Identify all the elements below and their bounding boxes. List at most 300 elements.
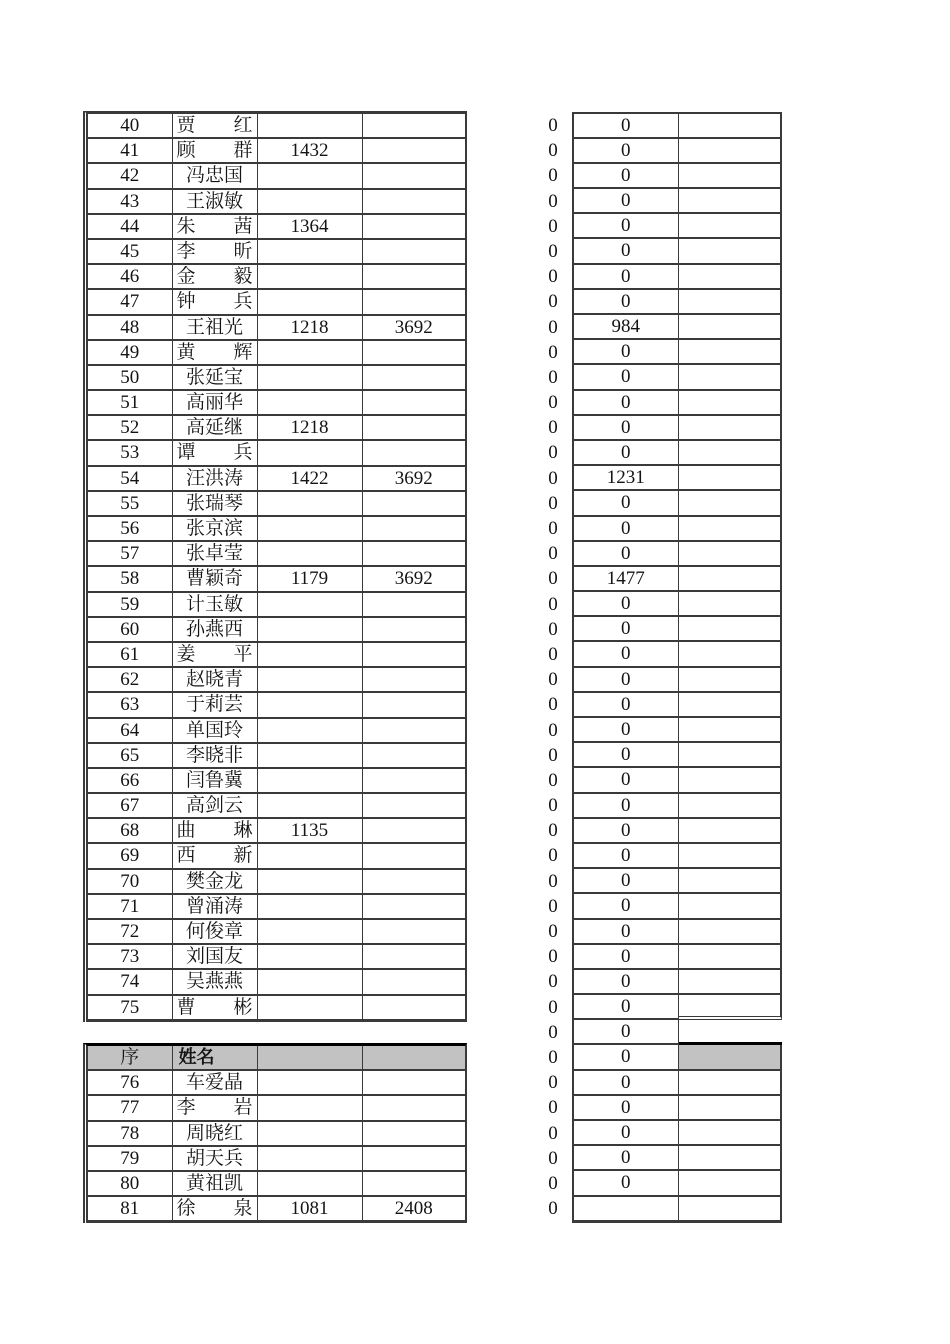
seq-cell[interactable]: 41 xyxy=(88,139,173,164)
value2-cell[interactable] xyxy=(363,1122,466,1147)
right-col1-cell[interactable]: 0 xyxy=(574,214,679,239)
right-col1-cell[interactable]: 0 xyxy=(574,265,679,290)
seq-cell[interactable]: 58 xyxy=(88,567,173,592)
right-col1-cell[interactable]: 984 xyxy=(574,315,679,340)
seq-cell[interactable]: 43 xyxy=(88,190,173,215)
zero-value-cell[interactable]: 0 xyxy=(548,795,558,817)
right-col2-cell[interactable] xyxy=(679,365,783,390)
value1-cell[interactable] xyxy=(258,1096,363,1121)
value1-cell[interactable] xyxy=(258,441,363,466)
right-col1-cell[interactable]: 0 xyxy=(574,819,679,844)
value2-cell[interactable] xyxy=(363,290,466,315)
value2-cell[interactable]: 3692 xyxy=(394,316,433,338)
name-cell[interactable]: 赵晓青 xyxy=(173,668,258,693)
value1-cell[interactable] xyxy=(258,693,363,718)
value1-cell[interactable] xyxy=(258,164,363,189)
zero-value-cell[interactable]: 0 xyxy=(548,543,558,565)
zero-value-cell[interactable]: 0 xyxy=(548,266,558,288)
zero-value-cell[interactable]: 0 xyxy=(548,694,558,716)
right-col2-cell[interactable] xyxy=(679,945,783,970)
name-cell[interactable]: 闫鲁冀 xyxy=(173,769,258,794)
value1-cell[interactable] xyxy=(258,391,363,416)
name-cell[interactable]: 谭 兵 xyxy=(173,441,258,466)
seq-cell[interactable]: 81 xyxy=(88,1197,173,1222)
value2-cell[interactable] xyxy=(363,794,466,819)
seq-cell[interactable]: 69 xyxy=(88,844,173,869)
name-cell[interactable]: 曲 琳 xyxy=(173,819,258,844)
zero-value-cell[interactable]: 0 xyxy=(548,417,558,439)
value2-cell[interactable] xyxy=(363,996,466,1021)
right-col1-cell[interactable]: 0 xyxy=(574,617,679,642)
right-col2-cell[interactable] xyxy=(679,239,783,264)
right-col1-cell[interactable]: 0 xyxy=(574,945,679,970)
right-col1-cell[interactable]: 0 xyxy=(574,668,679,693)
value2-cell[interactable] xyxy=(363,517,466,542)
header-name-cell[interactable]: 姓名 xyxy=(173,1046,258,1071)
zero-value-cell[interactable]: 0 xyxy=(548,618,558,640)
right-col1-cell[interactable]: 0 xyxy=(574,290,679,315)
seq-cell[interactable]: 48 xyxy=(88,316,173,341)
value1-cell[interactable]: 1422 xyxy=(258,467,363,492)
seq-cell[interactable]: 79 xyxy=(88,1147,173,1172)
name-cell[interactable]: 汪洪涛 xyxy=(173,467,258,492)
right-col2-cell[interactable] xyxy=(679,1197,783,1223)
seq-cell[interactable]: 44 xyxy=(88,215,173,240)
name-cell[interactable]: 金 毅 xyxy=(173,265,258,290)
right-col2-cell[interactable] xyxy=(679,642,783,667)
value1-cell[interactable]: 1218 xyxy=(258,416,363,441)
right-col1-cell[interactable]: 1477 xyxy=(574,567,679,592)
right-col1-cell[interactable]: 0 xyxy=(574,1096,679,1121)
zero-value-cell[interactable]: 0 xyxy=(548,921,558,942)
right-col1-cell[interactable]: 0 xyxy=(574,1020,679,1045)
header-value2-cell[interactable] xyxy=(363,1046,466,1071)
value2-cell[interactable] xyxy=(363,1071,466,1096)
name-cell[interactable]: 车爱晶 xyxy=(173,1071,258,1096)
zero-value-cell[interactable]: 0 xyxy=(548,341,558,363)
seq-cell[interactable]: 70 xyxy=(88,870,173,895)
right-col1-cell[interactable]: 0 xyxy=(574,189,679,214)
right-col2-cell[interactable] xyxy=(679,517,783,542)
zero-value-cell[interactable]: 0 xyxy=(548,1172,558,1194)
name-cell[interactable]: 胡天兵 xyxy=(173,1147,258,1172)
seq-cell[interactable]: 56 xyxy=(88,517,173,542)
value1-cell[interactable] xyxy=(258,844,363,869)
name-cell[interactable]: 曹 彬 xyxy=(173,996,258,1021)
right-col2-cell[interactable] xyxy=(679,794,783,819)
name-cell[interactable]: 姜 平 xyxy=(173,643,258,668)
seq-cell[interactable]: 73 xyxy=(88,945,173,970)
value2-cell[interactable] xyxy=(363,668,466,693)
value1-cell[interactable] xyxy=(258,945,363,970)
zero-value-cell[interactable]: 0 xyxy=(548,1097,558,1119)
value1-cell[interactable] xyxy=(258,240,363,265)
right-col2-cell[interactable] xyxy=(679,340,783,365)
right-col1-cell[interactable]: 0 xyxy=(574,517,679,542)
value1-cell[interactable] xyxy=(258,794,363,819)
right-col1-cell[interactable]: 0 xyxy=(574,970,679,995)
zero-value-cell[interactable]: 0 xyxy=(548,870,558,892)
name-cell[interactable]: 李 昕 xyxy=(173,240,258,265)
seq-cell[interactable]: 62 xyxy=(88,668,173,693)
name-cell[interactable]: 曹颖奇 xyxy=(173,567,258,592)
value1-cell[interactable]: 1179 xyxy=(258,567,363,592)
name-cell[interactable]: 王淑敏 xyxy=(173,190,258,215)
right-col1-cell[interactable]: 0 xyxy=(574,592,679,617)
value2-cell[interactable] xyxy=(363,945,466,970)
name-cell[interactable]: 刘国友 xyxy=(173,945,258,970)
value2-cell[interactable] xyxy=(363,190,466,215)
name-cell[interactable]: 孙燕西 xyxy=(173,618,258,643)
seq-cell[interactable]: 52 xyxy=(88,416,173,441)
value1-cell[interactable] xyxy=(258,920,363,945)
right-col1-cell[interactable]: 0 xyxy=(574,894,679,919)
seq-cell[interactable]: 55 xyxy=(88,492,173,517)
seq-cell[interactable]: 64 xyxy=(88,719,173,744)
value1-cell[interactable] xyxy=(258,366,363,391)
value2-cell[interactable] xyxy=(363,970,466,995)
value2-cell[interactable] xyxy=(363,366,466,391)
right-col2-cell[interactable] xyxy=(679,869,783,894)
right-col1-cell[interactable]: 0 xyxy=(574,239,679,264)
right-col2-cell[interactable] xyxy=(679,1171,783,1196)
right-col2-cell[interactable] xyxy=(679,668,783,693)
name-cell[interactable]: 周晓红 xyxy=(173,1122,258,1147)
value2-cell[interactable] xyxy=(363,341,466,366)
seq-cell[interactable]: 61 xyxy=(88,643,173,668)
seq-cell[interactable]: 68 xyxy=(88,819,173,844)
name-cell[interactable]: 张卓莹 xyxy=(173,542,258,567)
right-col1-cell[interactable]: 1231 xyxy=(574,466,679,491)
right-col2-cell[interactable] xyxy=(679,995,783,1020)
right-col1-cell[interactable]: 0 xyxy=(574,768,679,793)
value2-cell[interactable] xyxy=(363,240,466,265)
right-col1-cell[interactable]: 0 xyxy=(574,743,679,768)
value2-cell[interactable] xyxy=(363,492,466,517)
seq-cell[interactable]: 71 xyxy=(88,895,173,920)
right-col1-cell[interactable]: 0 xyxy=(574,920,679,945)
value2-cell[interactable]: 3692 xyxy=(394,467,433,489)
right-col2-cell[interactable] xyxy=(679,894,783,919)
name-cell[interactable]: 单国玲 xyxy=(173,719,258,744)
name-cell[interactable]: 张延宝 xyxy=(173,366,258,391)
zero-value-cell[interactable]: 0 xyxy=(548,165,558,187)
right-col2-cell[interactable] xyxy=(679,592,783,617)
value2-cell[interactable] xyxy=(363,769,466,794)
name-cell[interactable]: 樊金龙 xyxy=(173,870,258,895)
value2-cell[interactable] xyxy=(363,265,466,290)
zero-value-cell[interactable]: 0 xyxy=(548,996,558,1018)
value2-cell[interactable] xyxy=(363,920,466,945)
name-cell[interactable]: 朱 茜 xyxy=(173,215,258,240)
right-col2-cell[interactable] xyxy=(679,1045,783,1070)
right-col2-cell[interactable] xyxy=(679,567,783,592)
right-col2-cell[interactable] xyxy=(679,441,783,466)
right-col1-cell[interactable]: 0 xyxy=(574,718,679,743)
value2-cell[interactable]: 3692 xyxy=(394,568,433,590)
value1-cell[interactable] xyxy=(258,341,363,366)
value1-cell[interactable] xyxy=(258,542,363,567)
value2-cell[interactable] xyxy=(363,391,466,416)
zero-value-cell[interactable]: 0 xyxy=(548,971,558,993)
right-col1-cell[interactable]: 0 xyxy=(574,693,679,718)
seq-cell[interactable]: 50 xyxy=(88,366,173,391)
name-cell[interactable]: 张瑞琴 xyxy=(173,492,258,517)
value1-cell[interactable] xyxy=(258,1122,363,1147)
value2-cell[interactable] xyxy=(363,643,466,668)
value1-cell[interactable]: 1218 xyxy=(258,316,363,341)
right-col2-cell[interactable] xyxy=(679,1020,783,1045)
name-cell[interactable]: 钟 兵 xyxy=(173,290,258,315)
seq-cell[interactable]: 54 xyxy=(88,467,173,492)
right-col1-cell[interactable]: 0 xyxy=(574,164,679,189)
name-cell[interactable]: 徐 泉 xyxy=(173,1197,258,1222)
value2-cell[interactable] xyxy=(363,744,466,769)
seq-cell[interactable]: 72 xyxy=(88,920,173,945)
value1-cell[interactable] xyxy=(258,492,363,517)
right-col1-cell[interactable]: 0 xyxy=(574,365,679,390)
value1-cell[interactable]: 1432 xyxy=(258,139,363,164)
name-cell[interactable]: 曾涌涛 xyxy=(173,895,258,920)
seq-cell[interactable]: 75 xyxy=(88,996,173,1021)
seq-cell[interactable]: 47 xyxy=(88,290,173,315)
right-col1-cell[interactable]: 0 xyxy=(574,1121,679,1146)
value2-cell[interactable] xyxy=(363,693,466,718)
value2-cell[interactable] xyxy=(363,895,466,920)
right-col2-cell[interactable] xyxy=(679,491,783,516)
value2-cell[interactable] xyxy=(363,618,466,643)
right-col1-cell[interactable]: 0 xyxy=(574,139,679,164)
zero-value-cell[interactable]: 0 xyxy=(548,291,558,313)
zero-value-cell[interactable]: 0 xyxy=(548,1198,558,1220)
value1-cell[interactable] xyxy=(258,265,363,290)
seq-cell[interactable]: 80 xyxy=(88,1172,173,1197)
zero-value-cell[interactable]: 0 xyxy=(548,643,558,665)
value2-cell[interactable] xyxy=(363,416,466,441)
value2-cell[interactable] xyxy=(363,1096,466,1121)
right-col1-cell[interactable]: 0 xyxy=(574,844,679,869)
name-cell[interactable]: 王祖光 xyxy=(173,316,258,341)
value2-cell[interactable] xyxy=(363,114,466,139)
right-col2-cell[interactable] xyxy=(679,617,783,642)
seq-cell[interactable]: 60 xyxy=(88,618,173,643)
zero-value-cell[interactable]: 0 xyxy=(548,895,558,917)
value1-cell[interactable] xyxy=(258,290,363,315)
value1-cell[interactable]: 1135 xyxy=(258,819,363,844)
seq-cell[interactable]: 46 xyxy=(88,265,173,290)
seq-cell[interactable]: 66 xyxy=(88,769,173,794)
name-cell[interactable]: 吴燕燕 xyxy=(173,970,258,995)
zero-value-cell[interactable]: 0 xyxy=(548,366,558,388)
right-col1-cell[interactable]: 0 xyxy=(574,995,679,1020)
zero-value-cell[interactable]: 0 xyxy=(548,1072,558,1094)
name-cell[interactable]: 贾 红 xyxy=(173,114,258,139)
right-col1-cell[interactable]: 0 xyxy=(574,391,679,416)
value1-cell[interactable] xyxy=(258,643,363,668)
value1-cell[interactable] xyxy=(258,618,363,643)
right-col1-cell[interactable]: 0 xyxy=(574,441,679,466)
value1-cell[interactable] xyxy=(258,593,363,618)
value2-cell[interactable] xyxy=(363,139,466,164)
name-cell[interactable]: 顾 群 xyxy=(173,139,258,164)
name-cell[interactable]: 黄 辉 xyxy=(173,341,258,366)
zero-value-cell[interactable]: 0 xyxy=(548,669,558,691)
name-cell[interactable]: 计玉敏 xyxy=(173,593,258,618)
right-col1-cell[interactable] xyxy=(574,1197,679,1223)
name-cell[interactable]: 高丽华 xyxy=(173,391,258,416)
seq-cell[interactable]: 40 xyxy=(88,114,173,139)
seq-cell[interactable]: 49 xyxy=(88,341,173,366)
zero-value-cell[interactable]: 0 xyxy=(548,442,558,464)
seq-cell[interactable]: 59 xyxy=(88,593,173,618)
value2-cell[interactable] xyxy=(363,819,466,844)
right-col2-cell[interactable] xyxy=(679,970,783,995)
value2-cell[interactable] xyxy=(363,542,466,567)
value1-cell[interactable] xyxy=(258,1172,363,1197)
name-cell[interactable]: 张京滨 xyxy=(173,517,258,542)
right-col2-cell[interactable] xyxy=(679,265,783,290)
name-cell[interactable]: 于莉芸 xyxy=(173,693,258,718)
name-cell[interactable]: 高剑云 xyxy=(173,794,258,819)
value1-cell[interactable] xyxy=(258,719,363,744)
value2-cell[interactable] xyxy=(363,1172,466,1197)
seq-cell[interactable]: 67 xyxy=(88,794,173,819)
right-col2-cell[interactable] xyxy=(679,114,783,139)
seq-cell[interactable]: 57 xyxy=(88,542,173,567)
value1-cell[interactable] xyxy=(258,114,363,139)
value1-cell[interactable] xyxy=(258,744,363,769)
right-col2-cell[interactable] xyxy=(679,693,783,718)
right-col2-cell[interactable] xyxy=(679,416,783,441)
zero-value-cell[interactable]: 0 xyxy=(548,240,558,262)
right-col2-cell[interactable] xyxy=(679,1146,783,1171)
name-cell[interactable]: 西 新 xyxy=(173,844,258,869)
value2-cell[interactable] xyxy=(363,215,466,240)
right-col2-cell[interactable] xyxy=(679,139,783,164)
value2-cell[interactable] xyxy=(363,593,466,618)
right-col1-cell[interactable]: 0 xyxy=(574,1171,679,1196)
right-col1-cell[interactable]: 0 xyxy=(574,1146,679,1171)
value2-cell[interactable] xyxy=(363,719,466,744)
zero-value-cell[interactable]: 0 xyxy=(548,1046,558,1068)
value1-cell[interactable]: 1364 xyxy=(258,215,363,240)
seq-cell[interactable]: 74 xyxy=(88,970,173,995)
right-col2-cell[interactable] xyxy=(679,844,783,869)
zero-value-cell[interactable]: 0 xyxy=(548,316,558,338)
seq-cell[interactable]: 63 xyxy=(88,693,173,718)
right-col2-cell[interactable] xyxy=(679,743,783,768)
right-col2-cell[interactable] xyxy=(679,214,783,239)
header-value1-cell[interactable] xyxy=(258,1046,363,1071)
right-col2-cell[interactable] xyxy=(679,920,783,945)
name-cell[interactable]: 何俊章 xyxy=(173,920,258,945)
right-col1-cell[interactable]: 0 xyxy=(574,416,679,441)
value1-cell[interactable] xyxy=(258,190,363,215)
right-col2-cell[interactable] xyxy=(679,466,783,491)
right-col2-cell[interactable] xyxy=(679,315,783,340)
value1-cell[interactable] xyxy=(258,517,363,542)
right-col2-cell[interactable] xyxy=(679,1096,783,1121)
right-col2-cell[interactable] xyxy=(679,768,783,793)
zero-value-cell[interactable]: 0 xyxy=(548,518,558,539)
right-col1-cell[interactable]: 0 xyxy=(574,491,679,516)
value1-cell[interactable] xyxy=(258,668,363,693)
value1-cell[interactable] xyxy=(258,870,363,895)
name-cell[interactable]: 高延继 xyxy=(173,416,258,441)
zero-value-cell[interactable]: 0 xyxy=(548,593,558,615)
zero-value-cell[interactable]: 0 xyxy=(548,568,558,590)
seq-cell[interactable]: 77 xyxy=(88,1096,173,1121)
value1-cell[interactable]: 1081 xyxy=(258,1197,363,1222)
right-col2-cell[interactable] xyxy=(679,391,783,416)
zero-value-cell[interactable]: 0 xyxy=(548,719,558,741)
seq-cell[interactable]: 78 xyxy=(88,1122,173,1147)
value2-cell[interactable] xyxy=(363,1147,466,1172)
right-col2-cell[interactable] xyxy=(679,542,783,567)
name-cell[interactable]: 李晓非 xyxy=(173,744,258,769)
right-col1-cell[interactable]: 0 xyxy=(574,1071,679,1096)
right-col2-cell[interactable] xyxy=(679,1121,783,1146)
right-col1-cell[interactable]: 0 xyxy=(574,114,679,139)
value2-cell[interactable] xyxy=(363,870,466,895)
seq-cell[interactable]: 65 xyxy=(88,744,173,769)
zero-value-cell[interactable]: 0 xyxy=(548,1147,558,1169)
right-col1-cell[interactable]: 0 xyxy=(574,542,679,567)
zero-value-cell[interactable]: 0 xyxy=(548,946,558,968)
value1-cell[interactable] xyxy=(258,970,363,995)
zero-value-cell[interactable]: 0 xyxy=(548,392,558,414)
value1-cell[interactable] xyxy=(258,895,363,920)
zero-value-cell[interactable]: 0 xyxy=(548,190,558,212)
right-col2-cell[interactable] xyxy=(679,819,783,844)
header-seq-cell[interactable]: 序 xyxy=(88,1046,173,1071)
zero-value-cell[interactable]: 0 xyxy=(548,492,558,514)
value2-cell[interactable] xyxy=(363,164,466,189)
zero-value-cell[interactable]: 0 xyxy=(548,115,558,136)
zero-value-cell[interactable]: 0 xyxy=(548,467,558,489)
seq-cell[interactable]: 53 xyxy=(88,441,173,466)
value1-cell[interactable] xyxy=(258,996,363,1021)
zero-value-cell[interactable]: 0 xyxy=(548,140,558,162)
value1-cell[interactable] xyxy=(258,1071,363,1096)
zero-value-cell[interactable]: 0 xyxy=(548,1122,558,1144)
right-col2-cell[interactable] xyxy=(679,1071,783,1096)
name-cell[interactable]: 冯忠国 xyxy=(173,164,258,189)
zero-value-cell[interactable]: 0 xyxy=(548,744,558,766)
right-col2-cell[interactable] xyxy=(679,718,783,743)
value2-cell[interactable] xyxy=(363,844,466,869)
right-col2-cell[interactable] xyxy=(679,189,783,214)
right-col1-cell[interactable]: 0 xyxy=(574,642,679,667)
zero-value-cell[interactable]: 0 xyxy=(548,820,558,842)
zero-value-cell[interactable]: 0 xyxy=(548,769,558,791)
seq-cell[interactable]: 51 xyxy=(88,391,173,416)
name-cell[interactable]: 李 岩 xyxy=(173,1096,258,1121)
right-col1-cell[interactable]: 0 xyxy=(574,794,679,819)
zero-value-cell[interactable]: 0 xyxy=(548,1021,558,1043)
seq-cell[interactable]: 76 xyxy=(88,1071,173,1096)
right-col2-cell[interactable] xyxy=(679,290,783,315)
right-col2-cell[interactable] xyxy=(679,164,783,189)
value1-cell[interactable] xyxy=(258,1147,363,1172)
name-cell[interactable]: 黄祖凯 xyxy=(173,1172,258,1197)
right-col1-cell[interactable]: 0 xyxy=(574,1045,679,1070)
right-col1-cell[interactable]: 0 xyxy=(574,869,679,894)
right-col1-cell[interactable]: 0 xyxy=(574,340,679,365)
seq-cell[interactable]: 45 xyxy=(88,240,173,265)
zero-value-cell[interactable]: 0 xyxy=(548,215,558,237)
value1-cell[interactable] xyxy=(258,769,363,794)
